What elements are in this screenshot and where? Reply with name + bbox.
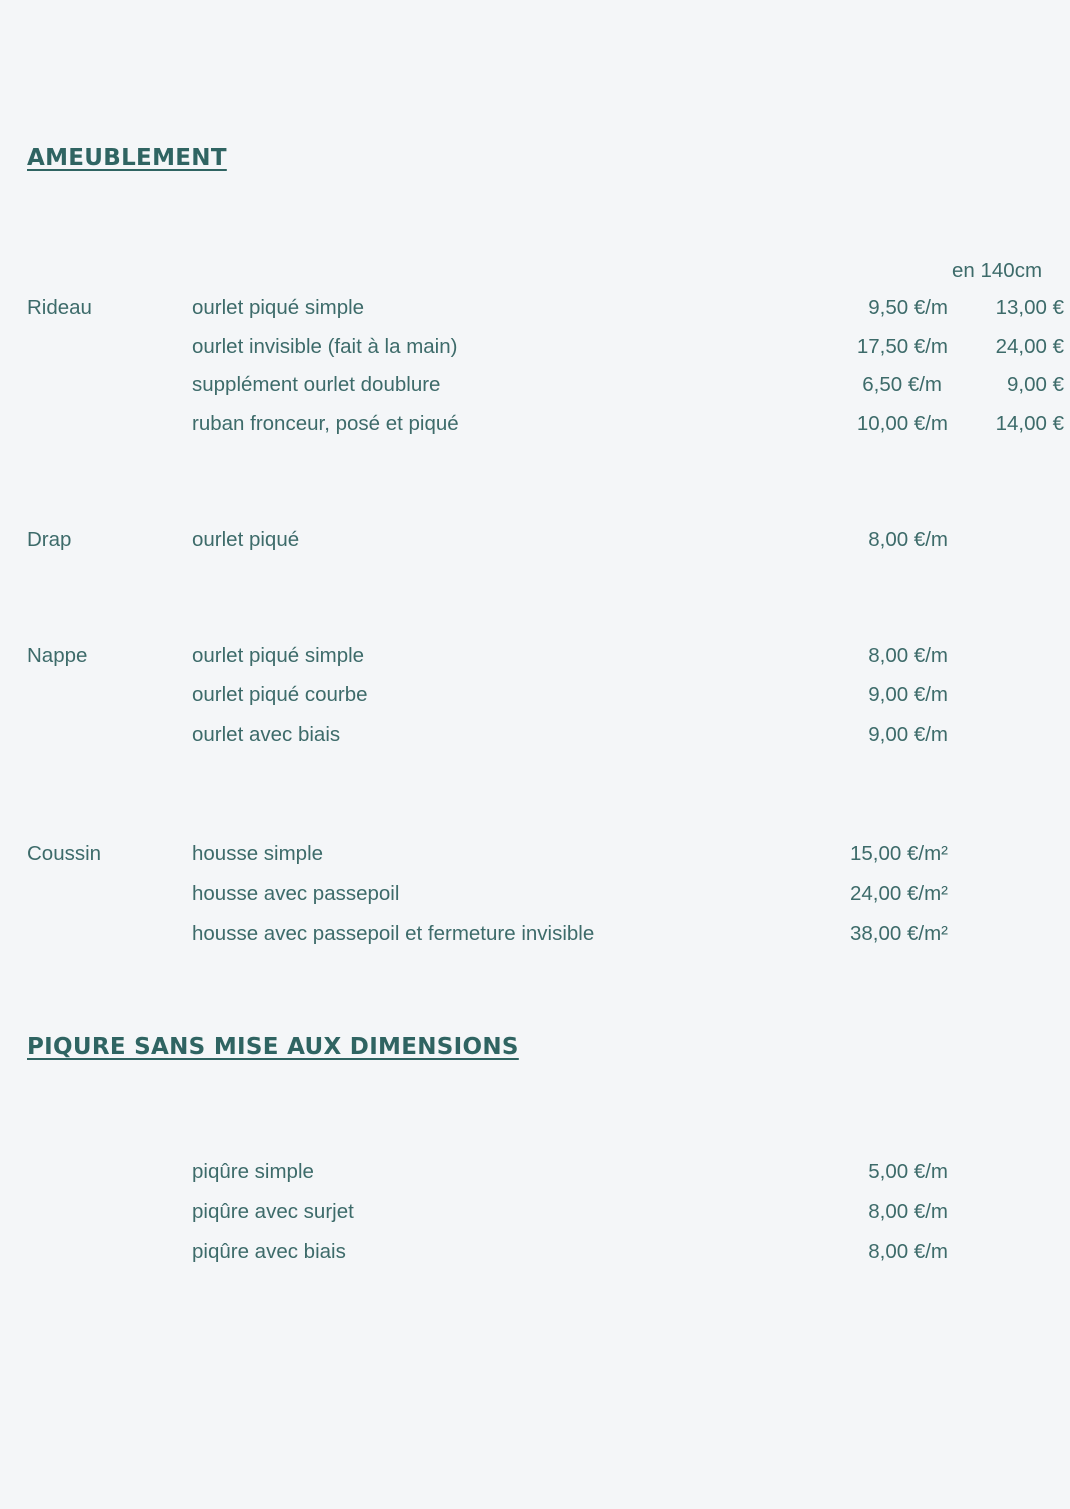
- item-price: 17,50 €/m: [856, 335, 948, 358]
- category-label: Coussin: [27, 842, 102, 865]
- item-price: 8,00 €/m: [868, 1200, 948, 1223]
- item-price: 24,00 €/m²: [850, 882, 948, 905]
- price-row: [0, 842, 1070, 870]
- item-label: piqûre avec biais: [192, 1240, 346, 1263]
- item-label: housse avec passepoil et fermeture invisible: [192, 922, 595, 945]
- category-label: Drap: [27, 528, 72, 551]
- item-price-140: 13,00 €: [995, 296, 1064, 319]
- price-row: [0, 335, 1070, 363]
- price-row: [0, 1160, 1070, 1188]
- item-label: ourlet piqué simple: [192, 296, 365, 319]
- section-title-piqure: PIQURE SANS MISE AUX DIMENSIONS: [27, 1034, 519, 1060]
- item-price: 5,00 €/m: [868, 1160, 948, 1183]
- item-price: 8,00 €/m: [868, 1240, 948, 1263]
- price-row: [0, 723, 1070, 751]
- price-row: [0, 296, 1070, 324]
- item-label: piqûre avec surjet: [192, 1200, 354, 1223]
- price-row: [0, 528, 1070, 556]
- item-label: piqûre simple: [192, 1160, 314, 1183]
- section-title-ameublement: AMEUBLEMENT: [27, 145, 227, 171]
- item-price: 10,00 €/m: [856, 412, 948, 435]
- item-label: ourlet invisible (fait à la main): [192, 335, 458, 358]
- item-price: 8,00 €/m: [868, 644, 948, 667]
- item-label: ourlet piqué simple: [192, 644, 365, 667]
- item-label: housse avec passepoil: [192, 882, 400, 905]
- item-price-140: 14,00 €: [995, 412, 1064, 435]
- price-row: [0, 1240, 1070, 1268]
- item-price: 38,00 €/m²: [850, 922, 948, 945]
- item-price: 9,00 €/m: [868, 683, 948, 706]
- item-label: supplément ourlet doublure: [192, 373, 441, 396]
- price-row: [0, 1200, 1070, 1228]
- price-row: [0, 882, 1070, 910]
- item-label: housse simple: [192, 842, 324, 865]
- price-row: [0, 683, 1070, 711]
- item-price: 15,00 €/m²: [850, 842, 948, 865]
- price-row: [0, 644, 1070, 672]
- item-price-140: 9,00 €: [1007, 373, 1064, 396]
- item-label: ourlet avec biais: [192, 723, 341, 746]
- item-price: 6,50 €/m: [862, 373, 942, 396]
- column-header-140cm: en 140cm: [952, 259, 1043, 282]
- category-label: Nappe: [27, 644, 88, 667]
- price-row: [0, 922, 1070, 950]
- item-label: ruban fronceur, posé et piqué: [192, 412, 459, 435]
- item-price: 9,50 €/m: [868, 296, 948, 319]
- item-price: 9,00 €/m: [868, 723, 948, 746]
- item-label: ourlet piqué courbe: [192, 683, 368, 706]
- item-price-140: 24,00 €: [995, 335, 1064, 358]
- category-label: Rideau: [27, 296, 92, 319]
- price-row: [0, 412, 1070, 440]
- item-price: 8,00 €/m: [868, 528, 948, 551]
- item-label: ourlet piqué: [192, 528, 300, 551]
- price-row: [0, 373, 1070, 401]
